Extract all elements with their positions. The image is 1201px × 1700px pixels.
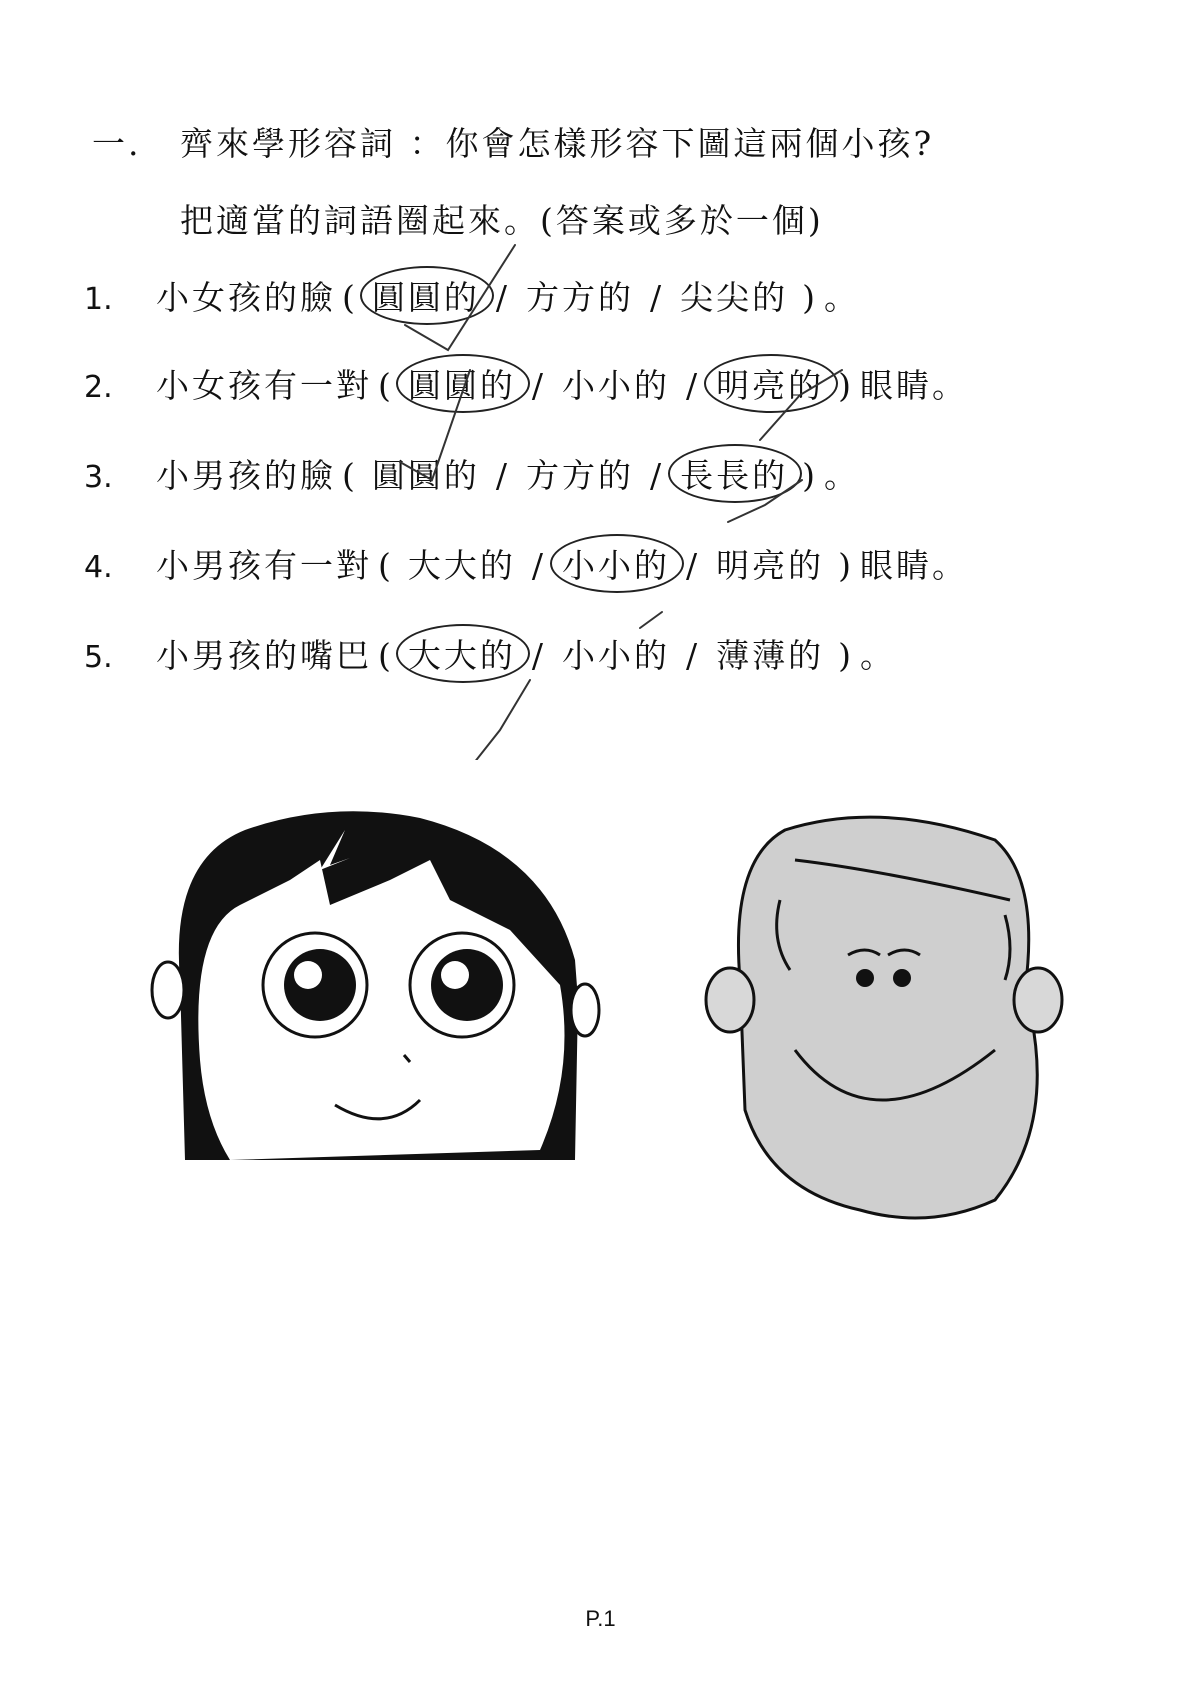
- separator: /: [495, 456, 510, 495]
- boy-left-ear: [706, 968, 754, 1032]
- option-circled[interactable]: 明亮的: [708, 360, 832, 407]
- separator: /: [495, 278, 510, 317]
- separator: /: [686, 366, 701, 405]
- option[interactable]: 小小的: [562, 636, 670, 675]
- question-stem: 小男孩的臉: [156, 456, 336, 495]
- option[interactable]: 尖尖的: [680, 278, 789, 317]
- separator: /: [650, 456, 665, 495]
- option-circled[interactable]: 小小的: [554, 540, 678, 587]
- close-paren: ): [838, 546, 854, 585]
- open-paren: (: [342, 456, 358, 495]
- question-number: 1.: [84, 282, 113, 317]
- page-number: P.1: [585, 1606, 616, 1631]
- boy-right-ear: [1014, 968, 1062, 1032]
- close-paren: ): [838, 366, 854, 405]
- option[interactable]: 薄薄的: [716, 636, 825, 675]
- boy-right-eye: [893, 969, 911, 987]
- girl-right-eye-shine: [441, 961, 469, 989]
- open-paren: (: [378, 366, 394, 405]
- question-tail: 眼睛。: [860, 546, 968, 585]
- question-number: 4.: [84, 550, 113, 585]
- instruction-text: 把適當的詞語圈起來。(答案或多於一個): [180, 201, 824, 240]
- close-paren: ): [802, 278, 818, 317]
- question-number: 3.: [84, 460, 113, 495]
- girl-right-ear: [571, 984, 599, 1036]
- boy-left-eye: [856, 969, 874, 987]
- separator: /: [531, 636, 546, 675]
- close-paren: ): [838, 636, 854, 675]
- question-tail: 。: [824, 278, 860, 317]
- separator: /: [531, 366, 546, 405]
- open-paren: (: [342, 278, 358, 317]
- question-tail: 眼睛。: [860, 366, 968, 405]
- option-circled[interactable]: 圓圓的: [400, 360, 524, 407]
- option[interactable]: 明亮的: [716, 546, 825, 585]
- separator: /: [650, 278, 665, 317]
- open-paren: (: [378, 546, 394, 585]
- question-stem: 小女孩有一對: [156, 366, 372, 405]
- girl-left-eye-shine: [294, 961, 322, 989]
- question-tail: 。: [860, 636, 896, 675]
- option[interactable]: 大大的: [407, 546, 516, 585]
- section-number: 一.: [92, 124, 142, 163]
- question-stem: 小女孩的臉: [156, 278, 336, 317]
- open-paren: (: [378, 636, 394, 675]
- separator: /: [686, 636, 701, 675]
- question-stem: 小男孩的嘴巴: [156, 636, 372, 675]
- boy-head: [738, 817, 1037, 1218]
- section-title: 齊來學形容詞 ：你會怎樣形容下圖這兩個小孩?: [180, 124, 935, 163]
- option[interactable]: 圓圓的: [371, 456, 480, 495]
- option[interactable]: 方方的: [526, 456, 634, 495]
- option-circled[interactable]: 圓圓的: [364, 272, 488, 319]
- girl-left-pupil: [284, 949, 356, 1021]
- option[interactable]: 小小的: [562, 366, 670, 405]
- question-tail: 。: [824, 456, 860, 495]
- separator: /: [531, 546, 546, 585]
- close-paren: ): [802, 456, 818, 495]
- girl-face-illustration: [152, 811, 599, 1160]
- option-circled[interactable]: 大大的: [400, 630, 524, 677]
- question-number: 2.: [84, 370, 113, 405]
- girl-right-pupil: [431, 949, 503, 1021]
- separator: /: [686, 546, 701, 585]
- girl-left-ear: [152, 962, 184, 1018]
- boy-face-illustration: [706, 817, 1062, 1218]
- question-stem: 小男孩有一對: [156, 546, 372, 585]
- option-circled[interactable]: 長長的: [672, 450, 796, 497]
- option[interactable]: 方方的: [526, 278, 634, 317]
- question-number: 5.: [84, 640, 113, 675]
